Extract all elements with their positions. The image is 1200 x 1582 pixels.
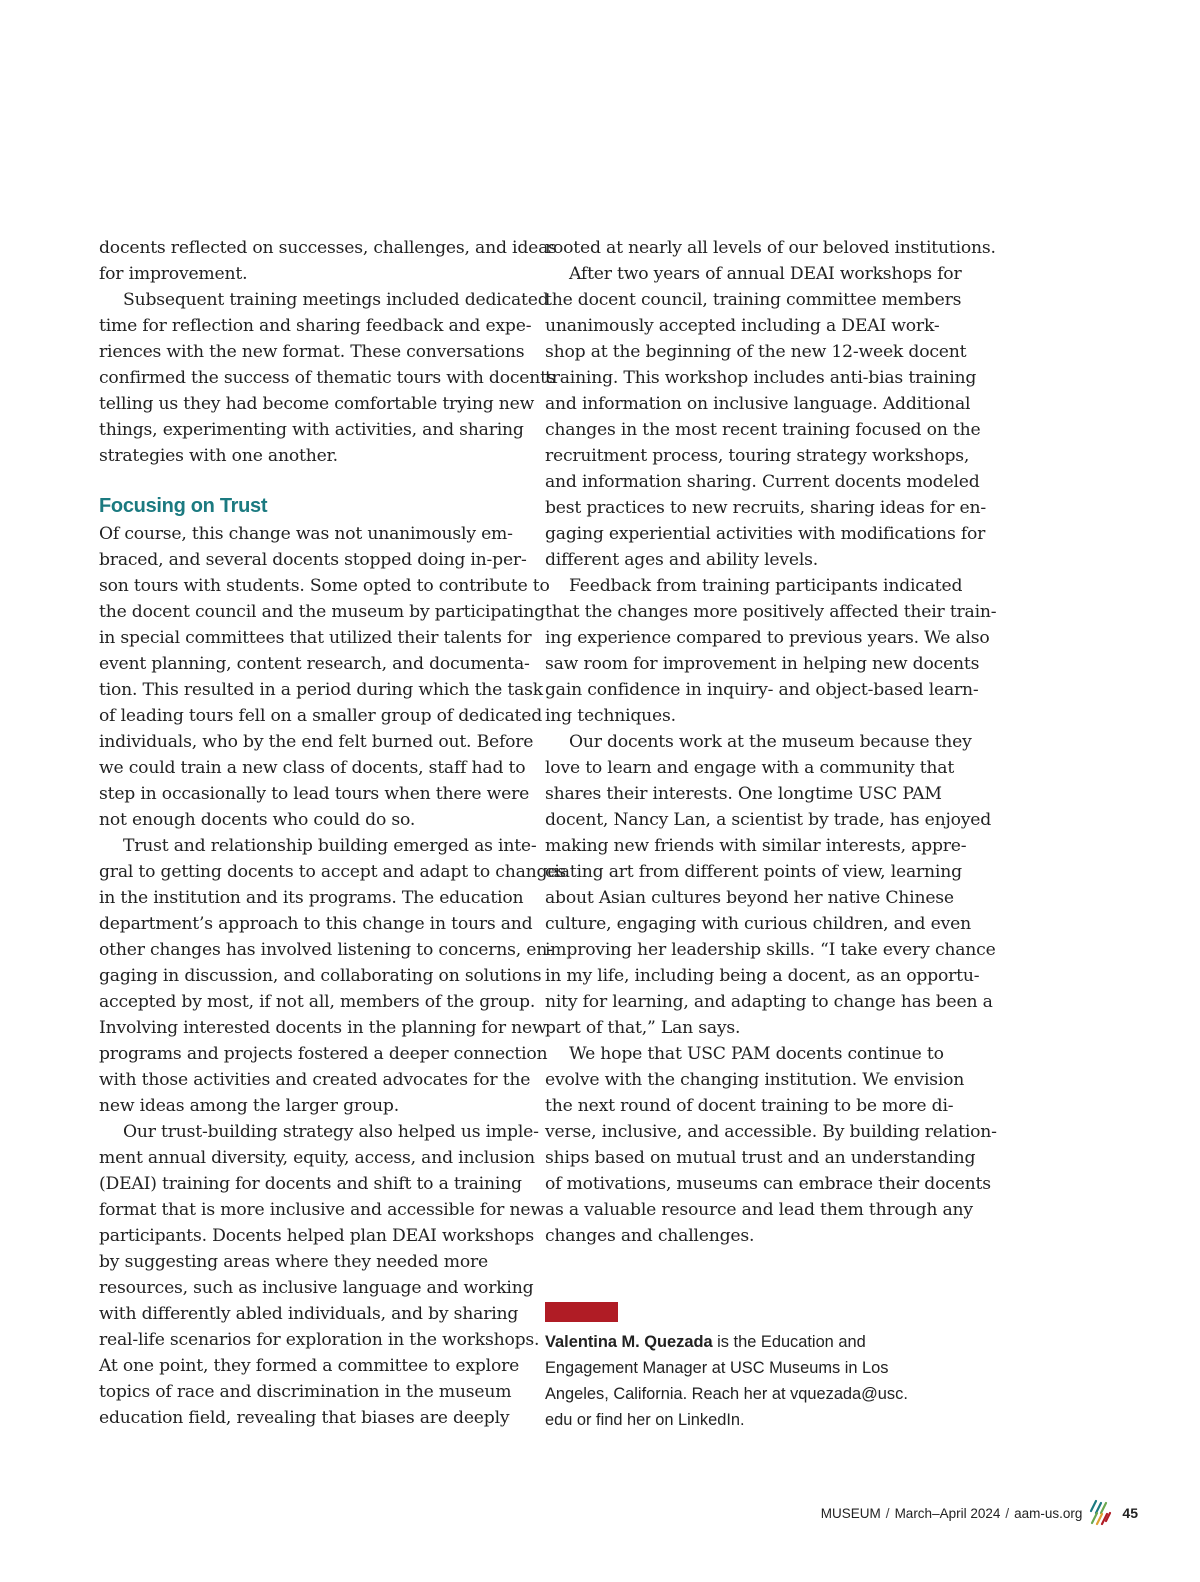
text-line: riences with the new format. These conversations [99, 342, 525, 362]
text-line: making new friends with similar interests, appre- [545, 836, 967, 856]
text-line: unanimously accepted including a DEAI work- [545, 316, 940, 336]
text-line: in the institution and its programs. The education [99, 888, 524, 908]
text-line: After two years of annual DEAI workshops for [569, 264, 962, 284]
bio-line: edu or find her on LinkedIn. [545, 1411, 745, 1429]
text-line: in my life, including being a docent, as an opportu- [545, 966, 980, 986]
text-line: gain confidence in inquiry- and object-based learn- [545, 680, 979, 700]
text-line: docents reflected on successes, challenges, and ideas [99, 238, 557, 258]
text-line: different ages and ability levels. [545, 550, 819, 570]
bio-line: Angeles, California. Reach her at vquezada@usc. [545, 1385, 908, 1403]
text-line: shares their interests. One longtime USC PAM [545, 784, 942, 804]
text-line: Subsequent training meetings included dedicated [123, 290, 549, 310]
text-line: Of course, this change was not unanimously em- [99, 524, 513, 544]
text-line: verse, inclusive, and accessible. By building relation- [545, 1122, 997, 1142]
text-line: accepted by most, if not all, members of the group. [99, 992, 536, 1012]
text-line: we could train a new class of docents, staff had to [99, 758, 526, 778]
text-line: by suggesting areas where they needed more [99, 1252, 488, 1272]
text-line: the docent council and the museum by participating [99, 602, 545, 622]
author-bio [545, 1329, 985, 1433]
paragraph [545, 261, 986, 573]
text-line: rooted at nearly all levels of our beloved institutions. [545, 238, 996, 258]
issue-date: March–April 2024 [894, 1505, 1001, 1521]
text-line: Our docents work at the museum because they [569, 732, 972, 752]
text-line: Involving interested docents in the planning for new [99, 1018, 547, 1038]
page-footer [821, 1498, 1138, 1528]
text-line: step in occasionally to lead tours when there were [99, 784, 530, 804]
text-line: training. This workshop includes anti-bias training [545, 368, 977, 388]
text-line: love to learn and engage with a community that [545, 758, 955, 778]
text-line: (DEAI) training for docents and shift to a training [99, 1174, 522, 1194]
paragraph [99, 833, 566, 1119]
text-line: strategies with one another. [99, 446, 338, 466]
paragraph [99, 235, 557, 287]
bio-line: Engagement Manager at USC Museums in Los [545, 1359, 889, 1377]
text-line: of motivations, museums can embrace their docents [545, 1174, 991, 1194]
text-line: that the changes more positively affected their train- [545, 602, 997, 622]
text-line: new ideas among the larger group. [99, 1096, 399, 1116]
paragraph [99, 1119, 545, 1431]
text-line: participants. Docents helped plan DEAI workshops [99, 1226, 534, 1246]
text-line: improving her leadership skills. “I take every chance [545, 940, 996, 960]
paragraph [545, 235, 996, 261]
text-line: changes in the most recent training focused on the [545, 420, 981, 440]
text-line: We hope that USC PAM docents continue to [569, 1044, 944, 1064]
bio-text: is the Education and [712, 1333, 866, 1351]
text-line: best practices to new recruits, sharing ideas for en- [545, 498, 986, 518]
text-line: ciating art from different points of view, learning [545, 862, 962, 882]
text-line: about Asian cultures beyond her native Chinese [545, 888, 954, 908]
paragraph [545, 1041, 997, 1249]
text-line: the next round of docent training to be more di- [545, 1096, 954, 1116]
text-line: changes and challenges. [545, 1226, 755, 1246]
paragraph [545, 729, 996, 1041]
text-line: ing experience compared to previous years. We also [545, 628, 990, 648]
bio-line [545, 1329, 985, 1355]
text-line: docent, Nancy Lan, a scientist by trade, has enjoyed [545, 810, 992, 830]
text-line: Feedback from training participants indicated [569, 576, 963, 596]
text-line: tion. This resulted in a period during which the task [99, 680, 543, 700]
text-line: education field, revealing that biases are deeply [99, 1408, 510, 1428]
bio-accent-bar [545, 1302, 618, 1322]
text-line: with those activities and created advocates for the [99, 1070, 531, 1090]
text-line: and information sharing. Current docents modeled [545, 472, 980, 492]
text-line: individuals, who by the end felt burned out. Before [99, 732, 534, 752]
text-line: event planning, content research, and documenta- [99, 654, 530, 674]
text-line: in special committees that utilized their talents for [99, 628, 532, 648]
text-line: for improvement. [99, 264, 248, 284]
footer-separator: / [885, 1505, 890, 1521]
section-heading: Focusing on Trust [99, 495, 268, 517]
text-line: gral to getting docents to accept and adapt to changes [99, 862, 566, 882]
text-line: braced, and several docents stopped doing in-per- [99, 550, 527, 570]
text-line: gaging experiential activities with modifications for [545, 524, 986, 544]
text-line: Our trust-building strategy also helped us imple- [123, 1122, 539, 1142]
text-line: ing techniques. [545, 706, 676, 726]
text-line: of leading tours fell on a smaller group of dedicated [99, 706, 543, 726]
text-line: the docent council, training committee members [545, 290, 962, 310]
text-line: ment annual diversity, equity, access, and inclusion [99, 1148, 535, 1168]
text-line: culture, engaging with curious children, and even [545, 914, 971, 934]
author-name: Valentina M. Quezada [545, 1333, 713, 1351]
text-line: ships based on mutual trust and an understanding [545, 1148, 976, 1168]
aam-logo-icon [1088, 1497, 1112, 1530]
text-line: things, experimenting with activities, and sharing [99, 420, 524, 440]
text-line: topics of race and discrimination in the museum [99, 1382, 512, 1402]
text-line: shop at the beginning of the new 12-week docent [545, 342, 967, 362]
text-line: recruitment process, touring strategy workshops, [545, 446, 970, 466]
text-line: real-life scenarios for exploration in the workshops. [99, 1330, 540, 1350]
text-line: time for reflection and sharing feedback and expe- [99, 316, 532, 336]
text-line: not enough docents who could do so. [99, 810, 416, 830]
text-line: confirmed the success of thematic tours with docents [99, 368, 556, 388]
text-line: and information on inclusive language. Additional [545, 394, 971, 414]
text-line: resources, such as inclusive language and working [99, 1278, 534, 1298]
text-line: part of that,” Lan says. [545, 1018, 741, 1038]
page-number: 45 [1122, 1505, 1138, 1521]
footer-separator: / [1005, 1505, 1010, 1521]
text-line: evolve with the changing institution. We envision [545, 1070, 965, 1090]
text-line: format that is more inclusive and accessible for new [99, 1200, 545, 1220]
text-line: nity for learning, and adapting to change has been a [545, 992, 993, 1012]
paragraph [99, 521, 550, 833]
paragraph [545, 573, 997, 729]
text-line: with differently abled individuals, and by sharing [99, 1304, 519, 1324]
magazine-name: MUSEUM [820, 1505, 881, 1521]
text-line: son tours with students. Some opted to contribute to [99, 576, 550, 596]
text-line: saw room for improvement in helping new docents [545, 654, 980, 674]
website-link[interactable]: aam-us.org [1014, 1505, 1083, 1521]
text-line: Trust and relationship building emerged as inte- [123, 836, 537, 856]
paragraph [99, 287, 556, 469]
text-line: department’s approach to this change in tours and [99, 914, 533, 934]
text-line: programs and projects fostered a deeper connection [99, 1044, 548, 1064]
text-line: At one point, they formed a committee to explore [99, 1356, 520, 1376]
text-line: other changes has involved listening to concerns, en- [99, 940, 553, 960]
left-column [99, 235, 566, 1431]
text-line: gaging in discussion, and collaborating on solutions [99, 966, 542, 986]
text-line: telling us they had become comfortable trying new [99, 394, 535, 414]
text-line: as a valuable resource and lead them through any [545, 1200, 973, 1220]
right-column [545, 235, 997, 1249]
